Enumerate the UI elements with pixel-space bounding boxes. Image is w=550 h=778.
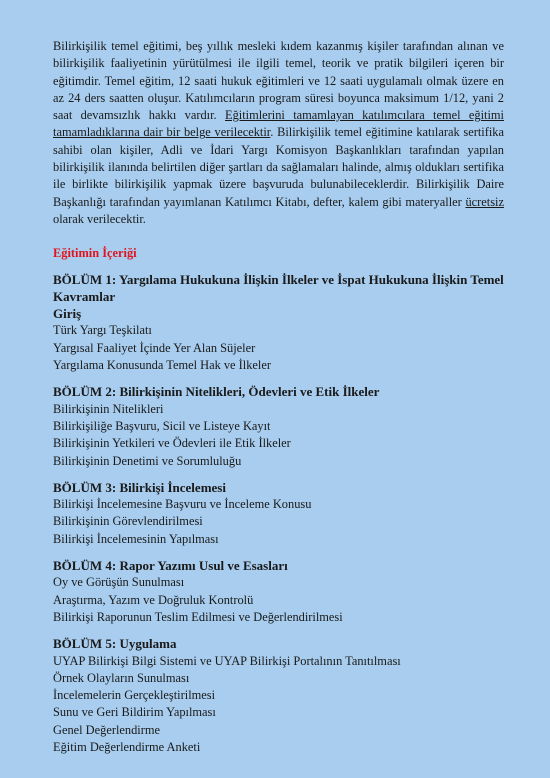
list-item: Yargısal Faaliyet İçinde Yer Alan Süjeler (53, 340, 256, 355)
intro-underlined-certificate: Eğitimlerini tamamlayan katılımcılara temel eğitimi tamamladıklarına dair bir belge verilecektir (53, 108, 504, 140)
section-title: BÖLÜM 2: Bilirkişinin Nitelikleri, Ödevleri ve Etik İlkeler (53, 384, 380, 400)
section-title: BÖLÜM 3: Bilirkişi İncelemesi (53, 479, 226, 495)
list-item: Bilirkişinin Denetimi ve Sorumluluğu (53, 453, 242, 468)
list-item: Bilirkişinin Nitelikleri (53, 401, 164, 416)
list-item: Sunu ve Geri Bildirim Yapılması (53, 705, 216, 720)
intro-text-3: olarak verilecektir. (53, 211, 146, 226)
list-item: Bilirkişi İncelemesine Başvuru ve İnceleme Konusu (53, 497, 312, 512)
list-item: Yargılama Konusunda Temel Hak ve İlkeler (53, 358, 271, 373)
list-item: Bilirkişi İncelemesinin Yapılması (53, 531, 219, 546)
list-item: İncelemelerin Gerçekleştirilmesi (53, 688, 216, 703)
document-page (53, 38, 504, 756)
list-item: Bilirkişinin Görevlendirilmesi (53, 514, 203, 529)
list-item: Oy ve Görüşün Sunulması (53, 575, 185, 590)
section-subtitle: Giriş (53, 306, 82, 322)
list-item: Örnek Olayların Sunulması (53, 670, 190, 685)
section-title: BÖLÜM 4: Rapor Yazımı Usul ve Esasları (53, 558, 288, 574)
intro-text-1: Bilirkişilik temel eğitimi, beş yıllık mesleki kıdem kazanmış kişiler tarafından alınan ve bilirkişilik faaliyetinin yürütülmesi ile ilgili temel, teorik ve pratik bilgileri içeren bir eğitimdir. Temel eğitim, 12 saati hukuk eğitimleri ve 12 saati uygulamalı olmak üzere en az 24 ders saatten oluşur. Katılımcıların program süresi boyunca maksimum 1/12, yani 2 saat devamsızlık hakkı vardır. (53, 39, 504, 123)
section-4 (53, 557, 504, 626)
section-3 (53, 479, 504, 548)
list-item: Araştırma, Yazım ve Doğruluk Kontrolü (53, 592, 254, 607)
intro-text-2: . Bilirkişilik temel eğitimine katılarak sertifika sahibi olan kişiler, Adli ve İdari Yargı Komisyon Başkanlıkları tarafından yapılan bilirkişilik ilanında belirtilen diğer şartları da sağlamaları halinde, almış oldukları sertifika ile birlikte bilirkişilik yapmak üzere başvuruda bulunabileceklerdir. Bilirkişilik Daire Başkanlığı tarafından yayımlanan Katılımcı Kitabı, defter, kalem gibi materyaller (53, 125, 504, 209)
content-title: Eğitimin İçeriği (53, 246, 137, 261)
section-5 (53, 635, 504, 756)
section-title: BÖLÜM 1: Yargılama Hukukuna İlişkin İlkeler ve İspat Hukukuna İlişkin Temel Kavramlar (53, 271, 504, 304)
list-item: UYAP Bilirkişi Bilgi Sistemi ve UYAP Bilirkişi Portalının Tanıtılması (53, 653, 401, 668)
list-item: Eğitim Değerlendirme Anketi (53, 739, 201, 754)
list-item: Genel Değerlendirme (53, 722, 160, 737)
list-item: Bilirkişiliğe Başvuru, Sicil ve Listeye Kayıt (53, 418, 271, 433)
list-item: Türk Yargı Teşkilatı (53, 323, 152, 338)
section-title: BÖLÜM 5: Uygulama (53, 636, 177, 652)
intro-paragraph (53, 38, 504, 228)
list-item: Bilirkişi Raporunun Teslim Edilmesi ve Değerlendirilmesi (53, 609, 343, 624)
section-1 (53, 271, 504, 375)
list-item: Bilirkişinin Yetkileri ve Ödevleri ile Etik İlkeler (53, 436, 291, 451)
intro-underlined-free: ücretsiz (465, 194, 504, 209)
section-2 (53, 383, 504, 469)
